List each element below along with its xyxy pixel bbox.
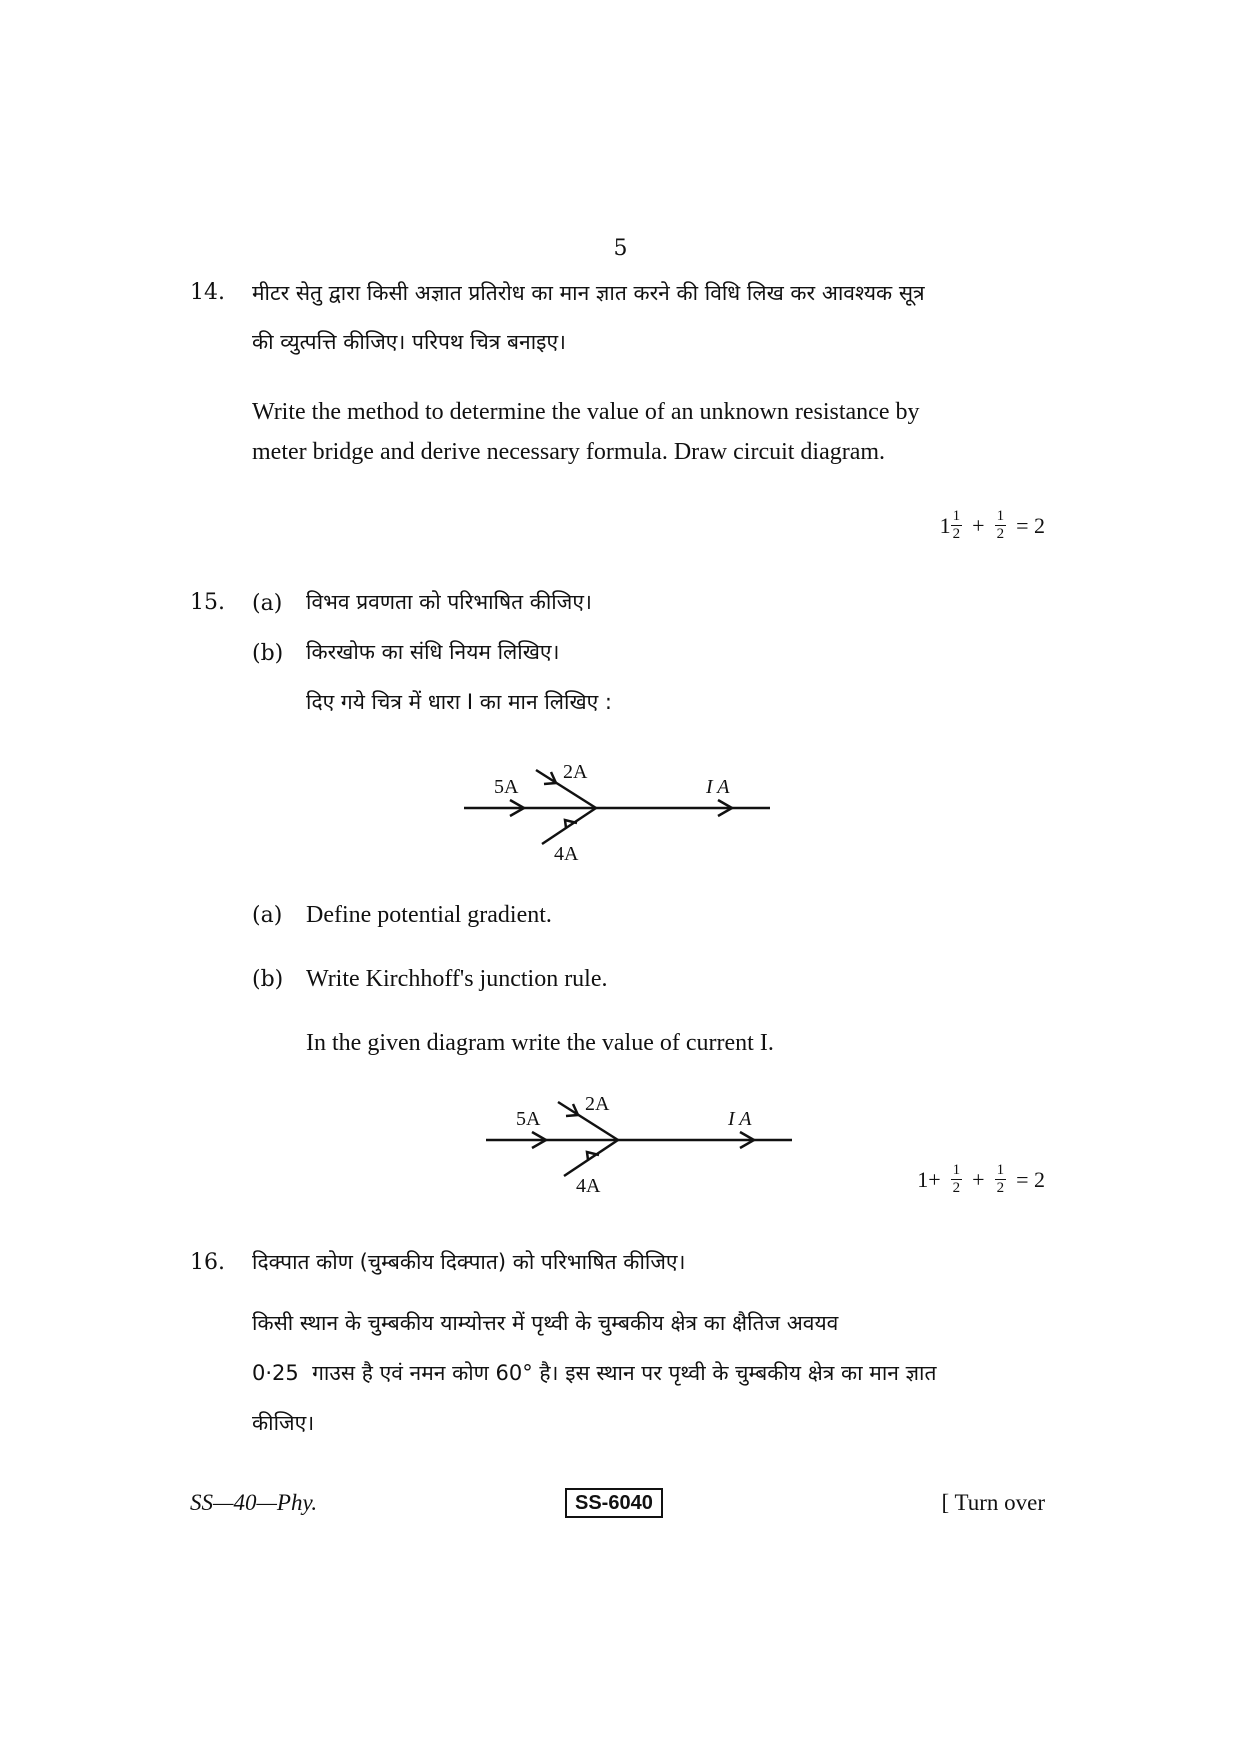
q15-hindi-b-2: दिए गये चित्र में धारा I का मान लिखिए : xyxy=(306,690,612,714)
wire-4a xyxy=(564,1140,618,1176)
page-number: 5 xyxy=(613,236,628,261)
label-ia: I A xyxy=(706,776,730,798)
q15-marks-fraction-2: $\frac{1}{2}$ xyxy=(996,1162,1005,1196)
q15-english-a-label: (a) xyxy=(252,903,283,928)
junction-diagram-hindi xyxy=(460,750,780,870)
label-5a: 5A xyxy=(494,776,519,798)
q16-hindi-line-1: दिक्पात कोण (चुम्बकीय दिक्पात) को परिभाषित कीजिए। xyxy=(252,1250,686,1274)
q15-english-b-2: In the given diagram write the value of current I. xyxy=(306,1030,774,1056)
label-ia: I A xyxy=(728,1108,752,1130)
q16-hindi-line-4: कीजिए। xyxy=(252,1411,315,1435)
q14-hindi-line-2: की व्युत्पत्ति कीजिए। परिपथ चित्र बनाइए। xyxy=(252,330,567,354)
wire-4a xyxy=(542,808,596,844)
label-2a: 2A xyxy=(585,1093,610,1115)
q14-marks-total: = 2 xyxy=(1016,512,1045,538)
footer-subject-code: SS—40—Phy. xyxy=(190,1490,318,1515)
q15-hindi-a: विभव प्रवणता को परिभाषित कीजिए। xyxy=(306,590,592,614)
q14-marks xyxy=(940,508,1045,543)
q16-hindi-line-3: 0·25 गाउस है एवं नमन कोण 60° है। इस स्थान पर पृथ्वी के चुम्बकीय क्षेत्र का मान ज्ञात xyxy=(252,1361,937,1385)
q15-english-b: Write Kirchhoff's junction rule. xyxy=(306,966,608,992)
question-number-15: 15. xyxy=(190,590,225,615)
q14-marks-whole: 1 xyxy=(939,512,951,538)
q14-english-line-1: Write the method to determine the value of an unknown resistance by xyxy=(252,399,920,425)
q15-english-b-label: (b) xyxy=(252,967,284,992)
q15-hindi-b-label: (b) xyxy=(252,641,284,666)
q15-marks-prefix: 1+ xyxy=(917,1166,941,1192)
q14-marks-plus: + xyxy=(972,512,985,538)
question-number-14: 14. xyxy=(190,280,225,305)
q15-hindi-a-label: (a) xyxy=(252,591,283,616)
footer-paper-code: SS-6040 xyxy=(565,1488,663,1518)
q15-marks xyxy=(917,1162,1045,1197)
label-5a: 5A xyxy=(516,1108,541,1130)
q14-marks-fraction-2: $\frac{1}{2}$ xyxy=(996,508,1005,542)
q15-hindi-b: किरखोफ का संधि नियम लिखिए। xyxy=(306,640,560,664)
label-4a: 4A xyxy=(576,1175,601,1197)
label-2a: 2A xyxy=(563,761,588,783)
q15-english-a: Define potential gradient. xyxy=(306,902,552,928)
junction-diagram-english xyxy=(482,1082,802,1202)
q15-marks-fraction-1: $\frac{1}{2}$ xyxy=(952,1162,961,1196)
question-number-16: 16. xyxy=(190,1250,225,1275)
q14-marks-fraction-1: $\frac{1}{2}$ xyxy=(952,508,961,542)
label-4a: 4A xyxy=(554,843,579,865)
q14-english-line-2: meter bridge and derive necessary formula. Draw circuit diagram. xyxy=(252,439,886,465)
q15-marks-plus: + xyxy=(972,1166,985,1192)
q15-marks-total: = 2 xyxy=(1016,1166,1045,1192)
footer-turn-over: [ Turn over xyxy=(941,1490,1045,1515)
q14-hindi-line-1: मीटर सेतु द्वारा किसी अज्ञात प्रतिरोध का मान ज्ञात करने की विधि लिख कर आवश्यक सूत्र xyxy=(252,281,925,305)
q16-hindi-line-2: किसी स्थान के चुम्बकीय याम्योत्तर में पृथ्वी के चुम्बकीय क्षेत्र का क्षैतिज अवयव xyxy=(252,1311,839,1335)
